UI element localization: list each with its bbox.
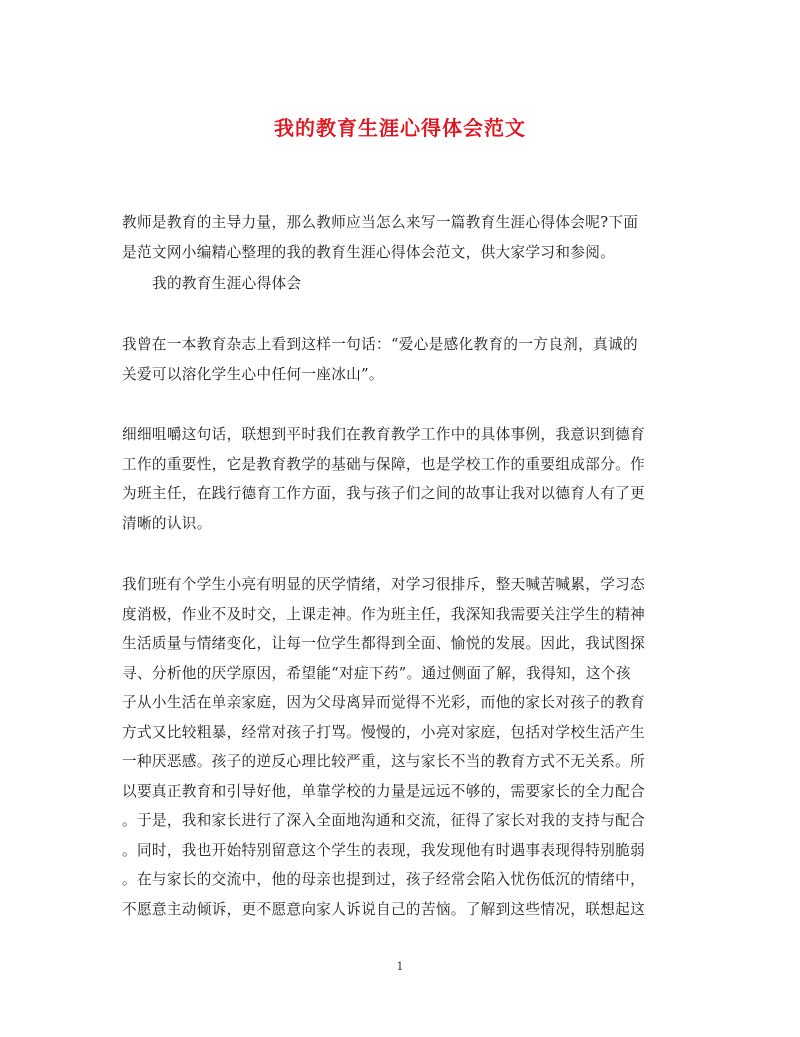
paragraph-line: 一种厌恶感。孩子的逆反心理比较严重，这与家长不当的教育方式不无关系。所 — [122, 753, 646, 770]
paragraph-line: 关爱可以溶化学生心中任何一座冰山”。 — [122, 365, 384, 383]
paragraph-line: 为班主任，在践行德育工作方面，我与孩子们之间的故事让我对以德育人有了更 — [122, 485, 646, 502]
paragraph-line: 我们班有个学生小亮有明显的厌学情绪，对学习很排斥，整天喊苦喊累，学习态 — [122, 576, 646, 593]
paragraph-line: 以要真正教育和引导好他，单靠学校的力量是远远不够的，需要家长的全力配合 — [122, 782, 646, 800]
paragraph-line: 寻、分析他的厌学原因，希望能“对症下药”。通过侧面了解，我得知，这个孩 — [122, 664, 631, 682]
intro-line: 教师是教育的主导力量，那么教师应当怎么来写一篇教育生涯心得体会呢?下面 — [122, 214, 639, 231]
intro-line: 是范文网小编精心整理的我的教育生涯心得体会范文，供大家学习和参阅。 — [122, 243, 616, 261]
paragraph-quote — [122, 330, 682, 389]
paragraph-line: 方式又比较粗暴，经常对孩子打骂。慢慢的，小亮对家庭，包括对学校生活产生 — [122, 723, 646, 741]
paragraph-reflection — [122, 420, 682, 538]
section-subheading: 我的教育生涯心得体会 — [152, 275, 302, 292]
page-number: 1 — [396, 960, 404, 973]
paragraph-line: 度消极，作业不及时交，上课走神。作为班主任，我深知我需要关注学生的精神 — [122, 605, 646, 623]
paragraph-story — [122, 570, 682, 924]
paragraph-line: 。在与家长的交流中，他的母亲也提到过，孩子经常会陷入忧伤低沉的情绪中， — [122, 871, 646, 888]
paragraph-line: 。同时，我也开始特别留意这个学生的表现，我发现他有时遇事表现得特别脆弱 — [122, 841, 646, 859]
paragraph-line: 生活质量与情绪变化，让每一位学生都得到全面、愉悦的发展。因此，我试图探 — [122, 635, 646, 652]
paragraph-line: 清晰的认识。 — [122, 514, 212, 532]
paragraph-line: 不愿意主动倾诉，更不愿意向家人诉说自己的苦恼。了解到这些情况，联想起这 — [122, 900, 646, 918]
paragraph-line: 我曾在一本教育杂志上看到这样一句话：“爱心是感化教育的一方良剂，真诚的 — [122, 336, 638, 353]
document-title: 我的教育生涯心得体会范文 — [274, 116, 526, 140]
intro-paragraph — [122, 208, 682, 267]
paragraph-line: 工作的重要性，它是教育教学的基础与保障，也是学校工作的重要组成部分。作 — [122, 455, 646, 473]
paragraph-line: 子从小生活在单亲家庭，因为父母离异而觉得不光彩，而他的家长对孩子的教育 — [122, 694, 646, 711]
paragraph-line: 细细咀嚼这句话，联想到平时我们在教育教学工作中的具体事例，我意识到德育 — [122, 426, 646, 443]
paragraph-line: 。于是，我和家长进行了深入全面地沟通和交流，征得了家长对我的支持与配合 — [122, 812, 646, 829]
